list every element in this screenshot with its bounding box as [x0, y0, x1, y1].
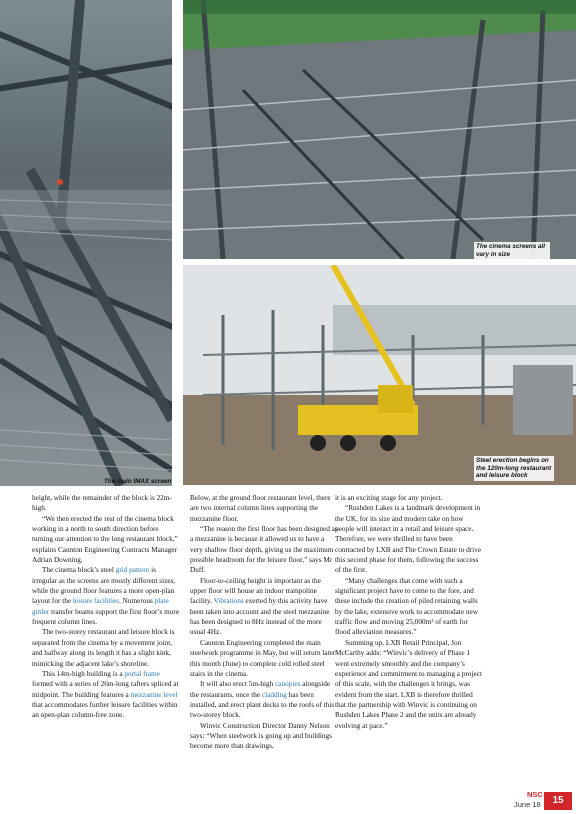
glossary-link[interactable]: plate girder [32, 597, 169, 616]
text-run: exerted by this activity have been taken into account and the steel mezzanine has been designed to 8Hz instead of the more usual 4Hz. [190, 597, 330, 637]
article-paragraph [190, 524, 338, 576]
text-run: It will also erect 5m-high [200, 680, 276, 689]
text-run: . Numerous [118, 597, 155, 606]
glossary-link[interactable]: Vibrations [213, 597, 244, 606]
text-run: height, while the remainder of the block is 22m-high. [32, 494, 172, 513]
glossary-link[interactable]: grid pattern [115, 566, 150, 575]
imax-steelwork-photo [0, 0, 172, 486]
article-paragraph [335, 576, 483, 638]
cinema-caption: The cinema screens all vary in size [474, 242, 550, 259]
glossary-link[interactable]: leisure facilities [72, 597, 119, 606]
restaurant-block-photo [183, 265, 576, 485]
article-column-2 [190, 493, 338, 752]
glossary-link[interactable]: portal frame [124, 669, 161, 678]
text-run: This 14m-high building is a [42, 669, 125, 678]
article-column-3 [335, 493, 483, 731]
article-paragraph [335, 493, 483, 503]
imax-caption: The main IMAX screen [104, 478, 172, 485]
text-run: it is an exciting stage for any project. [335, 494, 443, 502]
text-run: “We then erected the rest of the cinema block working in a north to south direction before turning our attention to the long restaurant block,” explains Caunton Engineering Contracts Manager Adrian Downing. [32, 514, 178, 565]
text-run: alongside the restaurants, once the [190, 680, 331, 699]
restaurant-caption: Steel erection begins on the 120m-long restaurant and leisure block [474, 456, 554, 481]
issue-date: June 18 [514, 800, 541, 809]
magazine-name: NSC [527, 790, 543, 799]
article-paragraph [32, 627, 180, 668]
text-run: that accommodates further leisure facilities within an open-plan column-free zone. [32, 700, 178, 720]
text-run: transfer beams support the first floor’s more frequent column lines. [32, 607, 180, 627]
text-run: Floor-to-ceiling height is important as the upper floor will house an indoor trampoline facility. [190, 576, 321, 606]
text-run: Winvic Construction Director Danny Nelson says: “When steelwork is going up and buildings become more than drawings, [190, 721, 332, 751]
article-paragraph [32, 514, 180, 566]
article-paragraph [32, 565, 180, 627]
text-run: is irregular as the screens are mostly different sizes, while the ground floor features a more open-plan layout for the [32, 566, 176, 606]
glossary-link[interactable]: cladding [261, 690, 287, 699]
text-run: Summing up, LXB Retail Principal, Jon McCarthy adds: “Winvic’s delivery of Phase 1 went extremely smoothly and the company’s experience and commitment to managing a project of this scale, with the challenges it brings, was evident from the start. LXB is therefore thrilled that the partnership with Winvic is continuing on Rushden Lakes Phase 2 and the units are already evolving at pace.” [335, 638, 482, 730]
text-run: “The reason the first floor has been designed as a mezzanine is because it allowed us to have a very shallow floor depth, giving us the maximum possible headroom for the leisure floor,” says Mr Duff. [190, 525, 338, 575]
article-paragraph [335, 503, 483, 575]
article-paragraph [190, 638, 338, 679]
article-paragraph [32, 493, 180, 514]
text-run: “Many challenges that come with such a significant project have to come to the fore, and these include the creation of piled retaining walls by the lake, extensive work to accommodate new traffic flow and moving 25,000m³ of earth for flood alleviation measures.” [335, 576, 478, 637]
text-run: The cinema block’s steel [42, 566, 116, 575]
article-paragraph [32, 669, 180, 721]
article-paragraph [190, 679, 338, 720]
article-column-1 [32, 493, 180, 721]
text-run: has been installed, and erect plant decks to the roofs of this two-storey block. [190, 690, 335, 720]
article-paragraph [190, 493, 338, 524]
text-run: Caunton Engineering completed the main steelwork programme in May, but will return later this month (June) to complete cold rolled steel stairs in the cinema. [190, 638, 336, 678]
glossary-link[interactable]: canopies [275, 680, 301, 689]
cinema-screens-photo [183, 0, 576, 259]
glossary-link[interactable]: mezzanine level [130, 690, 178, 699]
text-run: Below, at the ground floor restaurant level, there are two internal column lines supporting the mezzanine floor. [190, 494, 331, 523]
article-paragraph [190, 576, 338, 638]
text-run: The two-storey restaurant and leisure block is separated from the cinema by a movement joint, and halfway along its length it has a slight kink, mimicking the adjacent lake’s shoreline. [32, 628, 175, 668]
page-number: 15 [544, 792, 572, 810]
text-run: “Rushden Lakes is a landmark development in the UK, for its size and modern take on how people will interact in a retail and leisure space. Therefore, we were thrilled to have been contracted by LXB and The Crown Estate to drive this second phase for them, following the success of the first. [335, 504, 482, 575]
article-paragraph [335, 638, 483, 731]
article-paragraph [190, 721, 338, 752]
text-run: formed with a series of 26m-long rafters spliced at midpoint. The building features a [32, 680, 179, 699]
